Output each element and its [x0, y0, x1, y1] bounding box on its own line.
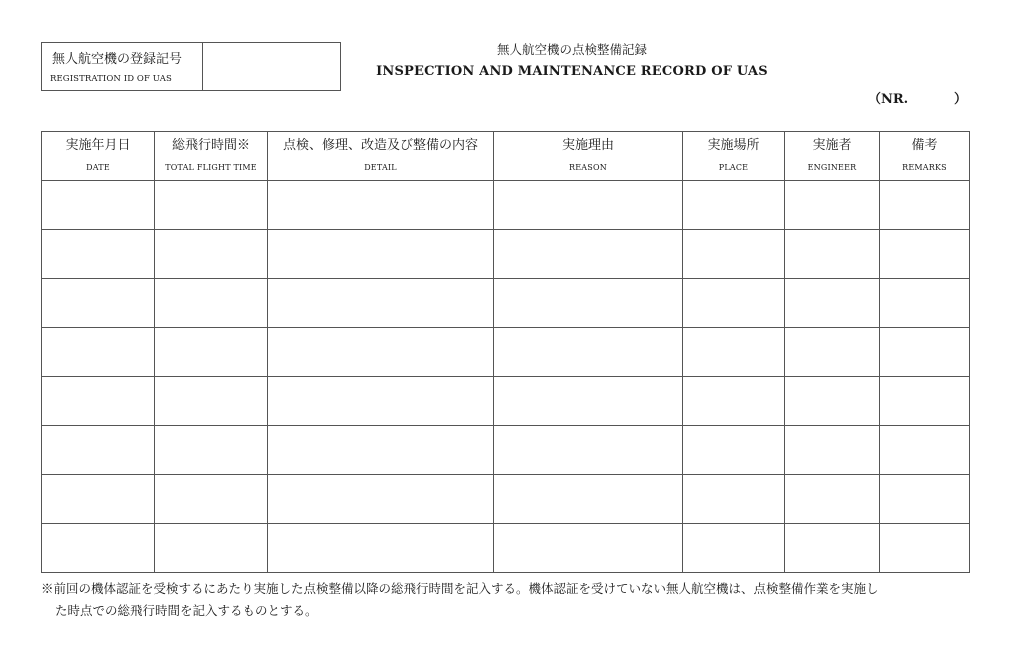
title-en: INSPECTION AND MAINTENANCE RECORD OF UAS [376, 64, 768, 79]
cell-total-flight-time[interactable] [155, 230, 268, 279]
cell-detail[interactable] [268, 230, 494, 279]
column-header-date [42, 132, 155, 181]
table-row [42, 524, 970, 573]
cell-date[interactable] [42, 377, 155, 426]
cell-remarks[interactable] [880, 377, 970, 426]
column-header-detail [268, 132, 494, 181]
cell-detail[interactable] [268, 426, 494, 475]
cell-total-flight-time[interactable] [155, 279, 268, 328]
cell-reason[interactable] [494, 279, 683, 328]
column-header-jp: 実施理由 [561, 138, 614, 153]
cell-remarks[interactable] [880, 524, 970, 573]
cell-remarks[interactable] [880, 475, 970, 524]
column-header-jp: 実施場所 [707, 138, 760, 153]
maintenance-record-table [41, 131, 970, 573]
cell-engineer[interactable] [785, 230, 880, 279]
cell-reason[interactable] [494, 328, 683, 377]
cell-detail[interactable] [268, 475, 494, 524]
cell-detail[interactable] [268, 279, 494, 328]
cell-date[interactable] [42, 426, 155, 475]
record-number-open: （NR. [868, 92, 909, 107]
column-header-remarks [880, 132, 970, 181]
column-header-total-flight-time [155, 132, 268, 181]
table-header-row [42, 132, 970, 181]
registration-label-jp: 無人航空機の登録記号 [52, 52, 183, 67]
cell-reason[interactable] [494, 475, 683, 524]
cell-date[interactable] [42, 524, 155, 573]
column-header-en: DATE [86, 163, 110, 172]
column-header-en: DETAIL [364, 163, 397, 172]
cell-detail[interactable] [268, 524, 494, 573]
cell-remarks[interactable] [880, 328, 970, 377]
cell-engineer[interactable] [785, 279, 880, 328]
cell-total-flight-time[interactable] [155, 524, 268, 573]
registration-label-en: REGISTRATION ID OF UAS [50, 74, 172, 84]
cell-reason[interactable] [494, 426, 683, 475]
cell-total-flight-time[interactable] [155, 181, 268, 230]
cell-remarks[interactable] [880, 230, 970, 279]
table-row [42, 328, 970, 377]
table-row [42, 181, 970, 230]
cell-total-flight-time[interactable] [155, 328, 268, 377]
footnote-line-2: た時点での総飛行時間を記入するものとする。 [55, 603, 318, 618]
cell-place[interactable] [683, 328, 785, 377]
cell-date[interactable] [42, 475, 155, 524]
cell-place[interactable] [683, 377, 785, 426]
cell-remarks[interactable] [880, 279, 970, 328]
cell-date[interactable] [42, 279, 155, 328]
cell-place[interactable] [683, 230, 785, 279]
column-header-reason [494, 132, 683, 181]
cell-total-flight-time[interactable] [155, 377, 268, 426]
cell-detail[interactable] [268, 328, 494, 377]
cell-remarks[interactable] [880, 181, 970, 230]
record-number-close: ） [954, 92, 968, 107]
cell-place[interactable] [683, 426, 785, 475]
column-header-place [683, 132, 785, 181]
column-header-jp: 点検、修理、改造及び整備の内容 [282, 138, 478, 153]
cell-place[interactable] [683, 524, 785, 573]
cell-detail[interactable] [268, 181, 494, 230]
column-header-jp: 総飛行時間※ [171, 138, 250, 153]
record-number [868, 88, 968, 107]
column-header-jp: 備考 [911, 138, 938, 153]
cell-engineer[interactable] [785, 377, 880, 426]
cell-date[interactable] [42, 181, 155, 230]
cell-remarks[interactable] [880, 426, 970, 475]
cell-reason[interactable] [494, 181, 683, 230]
cell-total-flight-time[interactable] [155, 475, 268, 524]
cell-detail[interactable] [268, 377, 494, 426]
cell-place[interactable] [683, 475, 785, 524]
table-row [42, 475, 970, 524]
column-header-jp: 実施者 [812, 138, 852, 153]
column-header-en: TOTAL FLIGHT TIME [165, 163, 257, 172]
cell-reason[interactable] [494, 524, 683, 573]
column-header-en: ENGINEER [807, 163, 857, 172]
table-row [42, 230, 970, 279]
cell-engineer[interactable] [785, 426, 880, 475]
column-header-jp: 実施年月日 [65, 138, 131, 153]
table-row [42, 426, 970, 475]
cell-date[interactable] [42, 328, 155, 377]
cell-reason[interactable] [494, 230, 683, 279]
cell-place[interactable] [683, 279, 785, 328]
cell-engineer[interactable] [785, 475, 880, 524]
column-header-en: PLACE [718, 163, 749, 172]
footnote [41, 578, 976, 622]
column-header-en: REMARKS [902, 163, 947, 172]
footnote-line-1: ※前回の機体認証を受検するにあたり実施した点検整備以降の総飛行時間を記入する。機体認証を受けていない無人航空機は、点検整備作業を実施し [41, 581, 879, 596]
cell-total-flight-time[interactable] [155, 426, 268, 475]
cell-engineer[interactable] [785, 181, 880, 230]
table-row [42, 279, 970, 328]
cell-place[interactable] [683, 181, 785, 230]
cell-engineer[interactable] [785, 524, 880, 573]
cell-engineer[interactable] [785, 328, 880, 377]
table-row [42, 377, 970, 426]
cell-date[interactable] [42, 230, 155, 279]
cell-reason[interactable] [494, 377, 683, 426]
title-jp: 無人航空機の点検整備記録 [496, 42, 647, 57]
column-header-en: REASON [569, 163, 607, 172]
column-header-engineer [785, 132, 880, 181]
